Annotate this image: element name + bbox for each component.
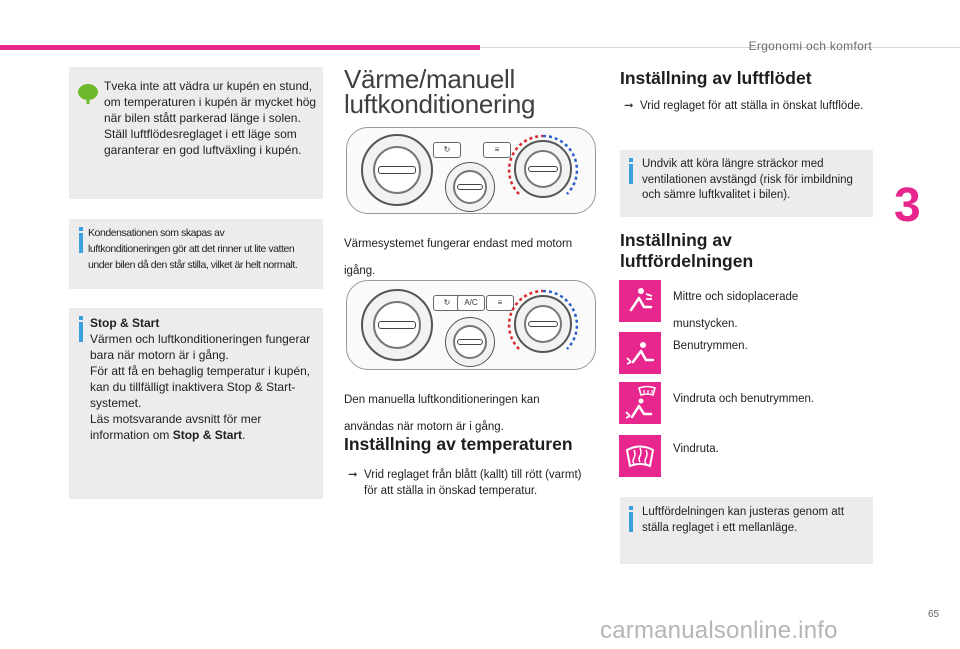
tree-icon	[77, 83, 99, 105]
heading-air-distribution	[620, 230, 753, 272]
info-line: Kondensationen som skapas av	[88, 227, 225, 239]
info-line: Undvik att köra längre sträckor med	[642, 158, 824, 170]
info-line	[90, 427, 320, 443]
rear-defrost-button: ≡	[483, 142, 511, 158]
vent-feet-icon	[619, 332, 661, 374]
info-line: Värmen och luftkonditioneringen fungerar	[90, 332, 311, 346]
dist-item-windscreen-feet-label	[673, 380, 868, 419]
info-line: under bilen då den står stilla, vilket är helt normalt.	[88, 259, 298, 271]
section-heading-heating	[344, 64, 536, 119]
info-icon	[79, 227, 83, 253]
heading-line: luftfördelningen	[620, 251, 754, 271]
caption-line: Värmesystemet fungerar endast med motorn	[344, 237, 573, 250]
info-line: ventilationen avstängd (risk för imbildning	[642, 173, 853, 186]
vent-face-icon	[619, 280, 661, 322]
info-title: Stop & Start	[90, 316, 160, 330]
temperature-instruction	[348, 468, 596, 499]
info-icon	[629, 158, 633, 184]
heading-air-flow: Inställning av luftflödet	[620, 68, 812, 88]
tip-line: garanterar en god luftväxling i kupén.	[104, 143, 302, 157]
info-line: För att få en behaglig temperatur i kupén,	[90, 364, 311, 378]
info-box-condensation	[69, 219, 323, 289]
heading-line: luftkonditionering	[344, 89, 536, 119]
dist-item-line: Benutrymmen.	[673, 339, 748, 352]
tip-text	[104, 78, 319, 158]
air-flow-knob	[361, 134, 433, 206]
temperature-knob	[514, 140, 572, 198]
air-flow-instruction	[624, 99, 880, 115]
page-number: 65	[928, 609, 940, 620]
instruction-line: Vrid reglaget från blått (kallt) till rött (varmt)	[364, 469, 582, 481]
info-line-suffix: .	[242, 428, 246, 442]
info-line: luftkonditioneringen gör att det rinner ut lite vatten	[88, 243, 295, 255]
arrow-icon: ➞	[348, 469, 358, 481]
info-line: bara när motorn är i gång.	[90, 348, 229, 362]
caption-line: igång.	[344, 264, 376, 277]
info-text	[90, 315, 320, 443]
info-icon	[629, 506, 633, 532]
instruction-line: för att ställa in önskad temperatur.	[364, 484, 538, 497]
info-box-stop-start	[69, 308, 323, 499]
rear-defrost-button: ≡	[486, 295, 514, 311]
air-flow-knob	[361, 289, 433, 361]
tip-line: om temperaturen i kupén är mycket hög	[104, 95, 317, 109]
heading-temperature: Inställning av temperaturen	[344, 434, 573, 454]
dist-item-line: Vindruta.	[673, 442, 719, 455]
info-box-distribution	[620, 497, 873, 564]
recirculation-button: ↻	[433, 295, 461, 311]
info-text	[642, 157, 872, 204]
tip-line: Tveka inte att vädra ur kupén en stund,	[104, 79, 313, 93]
tip-box	[69, 67, 323, 199]
header-accent-bar	[0, 45, 480, 50]
vent-windscreen-feet-icon	[619, 382, 661, 424]
tip-line: Ställ luftflödesreglaget i ett läge som	[104, 127, 297, 141]
info-line: Luftfördelningen kan justeras genom att	[642, 506, 845, 518]
dist-item-windscreen-label	[673, 430, 868, 469]
dist-item-feet-label	[673, 327, 868, 366]
arrow-icon: ➞	[624, 100, 634, 112]
watermark: carmanualsonline.info	[600, 617, 838, 644]
info-line: ställa reglaget i ett mellanläge.	[642, 521, 798, 534]
tip-line: när bilen stått parkerad länge i solen.	[104, 111, 301, 125]
info-icon	[79, 316, 83, 342]
caption-line: Den manuella luftkonditioneringen kan	[344, 393, 540, 406]
info-line: Läs motsvarande avsnitt för mer	[90, 412, 262, 426]
info-line: kan du tillfälligt inaktivera Stop & Start-	[90, 380, 296, 394]
info-line: systemet.	[90, 396, 142, 410]
distribution-knob	[445, 317, 495, 367]
caption-line: användas när motorn är i gång.	[344, 420, 504, 433]
info-line-prefix: information om	[90, 428, 173, 442]
dist-item-line: Vindruta och benutrymmen.	[673, 392, 815, 405]
info-line-bold: Stop & Start	[172, 428, 243, 442]
header-rule	[480, 47, 960, 48]
info-box-ventilation	[620, 150, 873, 217]
ac-button: A/C	[457, 295, 485, 311]
heading-line: Värme/manuell	[344, 64, 515, 94]
chapter-number: 3	[894, 179, 921, 232]
info-text	[642, 505, 872, 536]
temperature-knob	[514, 295, 572, 353]
heating-panel-illustration	[346, 127, 596, 214]
distribution-knob	[445, 162, 495, 212]
info-line: och sämre luftkvalitet i bilen).	[642, 189, 791, 201]
dist-item-line: Mittre och sidoplacerade	[673, 290, 799, 303]
manual-ac-panel-illustration	[346, 280, 596, 370]
dist-item-line: munstycken.	[673, 317, 738, 330]
info-text	[88, 225, 322, 273]
recirculation-button: ↻	[433, 142, 461, 158]
section-title: Ergonomi och komfort	[748, 39, 872, 53]
heading-line: Inställning av	[620, 230, 732, 250]
instruction-line: Vrid reglaget för att ställa in önskat luftflöde.	[640, 100, 864, 112]
windscreen-defrost-icon	[619, 435, 661, 477]
